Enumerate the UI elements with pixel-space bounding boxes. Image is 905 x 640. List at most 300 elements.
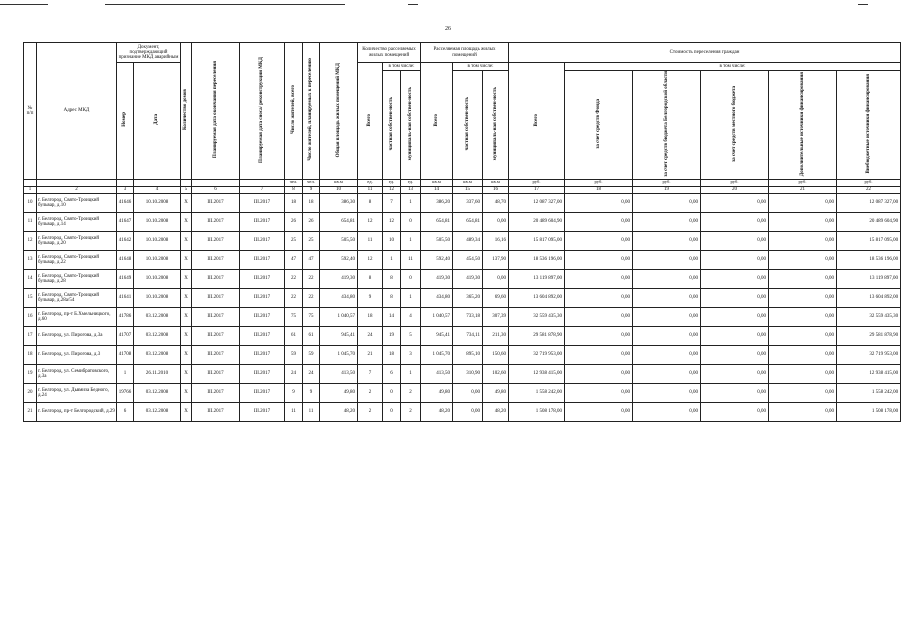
cell-local: 0,00 <box>701 383 769 402</box>
cell-date: 10.10.2008 <box>134 269 181 288</box>
header-residents-resettle: Число жителей, планируемых к переселению <box>303 43 320 180</box>
units-row-cell: руб. <box>565 179 633 186</box>
cell-area: 592,40 <box>320 250 358 269</box>
cell-x: X <box>181 250 192 269</box>
header-area-municipal: муниципаль-ная собствен-ность <box>483 71 509 180</box>
cell-addr: г. Белгород, Свято-Троицкий бульвар, д.20 <box>37 231 117 250</box>
cell-addr: г. Белгород, Свято-Троицкий бульвар, д.10 <box>37 193 117 212</box>
cell-a-mun: 137,90 <box>483 250 509 269</box>
cell-region: 0,00 <box>633 269 701 288</box>
column-numbers-row-cell: 1 <box>24 186 37 193</box>
cell-a-priv: 0,00 <box>453 402 483 421</box>
header-houses-count: Количество домов <box>181 43 192 180</box>
cell-r2: 59 <box>303 345 320 364</box>
cell-addr: г. Белгород, пр-т Белгородский, д.29 <box>37 402 117 421</box>
column-numbers-row-cell: 15 <box>453 186 483 193</box>
cell-c-total: 12 <box>358 212 383 231</box>
cell-a-mun: 307,39 <box>483 307 509 326</box>
column-numbers-row-cell: 14 <box>421 186 453 193</box>
units-row-cell <box>240 179 285 186</box>
cell-local: 0,00 <box>701 364 769 383</box>
cell-p2: III.2017 <box>240 345 285 364</box>
cell-r1: 9 <box>285 383 303 402</box>
cell-r2: 18 <box>303 193 320 212</box>
cell-date: 03.12.2008 <box>134 307 181 326</box>
cell-r1: 11 <box>285 402 303 421</box>
cell-c-mun: 11 <box>401 250 421 269</box>
cell-num: 41647 <box>117 212 134 231</box>
cell-cost-total: 20 489 604,90 <box>509 212 565 231</box>
cell-additional: 0,00 <box>769 288 837 307</box>
cell-region: 0,00 <box>633 250 701 269</box>
cell-date: 10.10.2008 <box>134 193 181 212</box>
cell-area: 49,80 <box>320 383 358 402</box>
header-no: № п/п <box>24 43 37 180</box>
cell-c-mun: 2 <box>401 402 421 421</box>
cell-additional: 0,00 <box>769 326 837 345</box>
cell-p1: III.2017 <box>192 193 240 212</box>
cell-area: 1 040,57 <box>320 307 358 326</box>
cell-extra: 12 087 327,00 <box>837 193 901 212</box>
cell-num: 41707 <box>117 326 134 345</box>
units-row-cell: чел. <box>285 179 303 186</box>
cell-x: X <box>181 402 192 421</box>
cell-extra: 1 508 178,00 <box>837 402 901 421</box>
cell-date: 03.12.2008 <box>134 402 181 421</box>
cell-c-priv: 0 <box>383 383 401 402</box>
units-row-cell <box>192 179 240 186</box>
cell-c-total: 7 <box>358 364 383 383</box>
cell-p2: III.2017 <box>240 364 285 383</box>
cell-c-total: 12 <box>358 250 383 269</box>
cell-a-total: 505,50 <box>421 231 453 250</box>
cell-a-total: 1 040,57 <box>421 307 453 326</box>
cell-cost-total: 1 508 178,00 <box>509 402 565 421</box>
cell-n: 10 <box>24 193 37 212</box>
cell-extra: 12 938 415,00 <box>837 364 901 383</box>
cell-c-mun: 5 <box>401 326 421 345</box>
cell-c-priv: 6 <box>383 364 401 383</box>
cell-additional: 0,00 <box>769 193 837 212</box>
cell-addr: г. Белгород, ул. Семибратовского, д.3а <box>37 364 117 383</box>
cell-fund: 0,00 <box>565 250 633 269</box>
cell-c-mun: 1 <box>401 364 421 383</box>
cell-n: 16 <box>24 307 37 326</box>
units-row-cell <box>24 179 37 186</box>
cell-local: 0,00 <box>701 250 769 269</box>
cell-a-mun: 0,00 <box>483 212 509 231</box>
cell-p2: III.2017 <box>240 269 285 288</box>
header-additional: Дополнительные источники финансирования <box>769 71 837 180</box>
cell-local: 0,00 <box>701 326 769 345</box>
cell-r1: 24 <box>285 364 303 383</box>
cell-a-mun: 150,60 <box>483 345 509 364</box>
cell-fund: 0,00 <box>565 212 633 231</box>
header-local: за счет средств местного бюджета <box>701 71 769 180</box>
cell-x: X <box>181 364 192 383</box>
cell-local: 0,00 <box>701 307 769 326</box>
table-row <box>24 364 901 383</box>
cell-p1: III.2017 <box>192 326 240 345</box>
cell-additional: 0,00 <box>769 231 837 250</box>
cell-addr: г. Белгород, Свято-Троицкий бульвар, д.22 <box>37 250 117 269</box>
table-row <box>24 402 901 421</box>
cell-p1: III.2017 <box>192 383 240 402</box>
cell-area: 654,81 <box>320 212 358 231</box>
cell-r1: 61 <box>285 326 303 345</box>
data-section <box>24 193 901 421</box>
cell-region: 0,00 <box>633 402 701 421</box>
cell-additional: 0,00 <box>769 402 837 421</box>
cell-x: X <box>181 307 192 326</box>
cell-r1: 47 <box>285 250 303 269</box>
cell-region: 0,00 <box>633 212 701 231</box>
column-numbers-row-cell: 10 <box>320 186 358 193</box>
header-count-total: Всего <box>358 63 383 180</box>
units-row-cell: кв.м <box>320 179 358 186</box>
cell-area: 419,30 <box>320 269 358 288</box>
column-numbers-row-cell: 9 <box>303 186 320 193</box>
column-numbers-row-cell: 17 <box>509 186 565 193</box>
cell-cost-total: 13 119 897,00 <box>509 269 565 288</box>
cell-c-priv: 14 <box>383 307 401 326</box>
cell-a-total: 49,80 <box>421 383 453 402</box>
cell-extra: 13 604 892,00 <box>837 288 901 307</box>
table-row <box>24 345 901 364</box>
header-doc-date: Дата <box>134 63 181 180</box>
cell-cost-total: 18 536 196,00 <box>509 250 565 269</box>
cell-x: X <box>181 212 192 231</box>
cell-date: 03.12.2008 <box>134 326 181 345</box>
cell-a-mun: 69,60 <box>483 288 509 307</box>
cell-local: 0,00 <box>701 231 769 250</box>
cell-a-priv: 310,90 <box>453 364 483 383</box>
cell-additional: 0,00 <box>769 269 837 288</box>
column-numbers-row-cell: 3 <box>117 186 134 193</box>
top-left-rule <box>0 4 48 5</box>
cell-r1: 22 <box>285 288 303 307</box>
header-address: Адрес МКД <box>37 43 117 180</box>
cell-x: X <box>181 383 192 402</box>
cell-extra: 15 817 095,00 <box>837 231 901 250</box>
cell-c-mun: 4 <box>401 307 421 326</box>
cell-date: 10.10.2008 <box>134 288 181 307</box>
cell-fund: 0,00 <box>565 193 633 212</box>
cell-c-priv: 18 <box>383 345 401 364</box>
cell-additional: 0,00 <box>769 345 837 364</box>
column-numbers-row-cell: 13 <box>401 186 421 193</box>
cell-area: 1 045,70 <box>320 345 358 364</box>
cell-a-priv: 454,50 <box>453 250 483 269</box>
cell-c-mun: 1 <box>401 231 421 250</box>
cell-x: X <box>181 231 192 250</box>
cell-a-mun: 48,70 <box>483 193 509 212</box>
cell-c-total: 2 <box>358 402 383 421</box>
cell-x: X <box>181 326 192 345</box>
cell-cost-total: 1 558 242,00 <box>509 383 565 402</box>
table-row <box>24 383 901 402</box>
cell-local: 0,00 <box>701 345 769 364</box>
cell-num: 19766 <box>117 383 134 402</box>
cell-a-priv: 365,20 <box>453 288 483 307</box>
cell-a-mun: 0,00 <box>483 269 509 288</box>
cell-region: 0,00 <box>633 383 701 402</box>
cell-addr: г. Белгород, Свято-Троицкий бульвар, д.28а/54 <box>37 288 117 307</box>
cell-a-total: 592,40 <box>421 250 453 269</box>
column-numbers-row-cell: 5 <box>181 186 192 193</box>
cell-extra: 32 559 435,30 <box>837 307 901 326</box>
units-row-cell: ед. <box>358 179 383 186</box>
units-row-cell: кв.м <box>483 179 509 186</box>
header-count-private: частная собствен-ность <box>383 71 401 180</box>
table-row <box>24 288 901 307</box>
cell-extra: 29 581 878,90 <box>837 326 901 345</box>
cell-area: 434,80 <box>320 288 358 307</box>
cell-x: X <box>181 345 192 364</box>
cell-p1: III.2017 <box>192 231 240 250</box>
cell-a-priv: 895,10 <box>453 345 483 364</box>
cell-p2: III.2017 <box>240 402 285 421</box>
cell-additional: 0,00 <box>769 383 837 402</box>
cell-c-total: 11 <box>358 231 383 250</box>
cell-r1: 59 <box>285 345 303 364</box>
column-numbers-row-cell: 4 <box>134 186 181 193</box>
cell-area: 48,20 <box>320 402 358 421</box>
cell-p2: III.2017 <box>240 193 285 212</box>
cell-r1: 18 <box>285 193 303 212</box>
cell-p1: III.2017 <box>192 212 240 231</box>
cell-a-total: 654,81 <box>421 212 453 231</box>
cell-a-priv: 489,34 <box>453 231 483 250</box>
cell-a-mun: 16,16 <box>483 231 509 250</box>
top-rule <box>105 4 345 5</box>
column-numbers-row-cell: 20 <box>701 186 769 193</box>
cell-a-total: 386,20 <box>421 193 453 212</box>
cell-num: 6 <box>117 402 134 421</box>
cell-addr: г. Белгород, ул. Дьвмиза Бедного, д.24 <box>37 383 117 402</box>
cell-a-priv: 337,60 <box>453 193 483 212</box>
cell-a-priv: 0,00 <box>453 383 483 402</box>
column-numbers-row-cell: 7 <box>240 186 285 193</box>
cell-r2: 26 <box>303 212 320 231</box>
cell-r2: 75 <box>303 307 320 326</box>
header-count-incl: в том числе: <box>383 63 421 71</box>
cell-num: 41648 <box>117 250 134 269</box>
header-area-incl: в том числе: <box>453 63 509 71</box>
column-numbers-row-cell: 19 <box>633 186 701 193</box>
column-numbers-row-cell: 8 <box>285 186 303 193</box>
cell-c-total: 8 <box>358 193 383 212</box>
cell-addr: г. Белгород, ул. Пирогова, д.3а <box>37 326 117 345</box>
cell-num: 41642 <box>117 231 134 250</box>
cell-a-mun: 49,80 <box>483 383 509 402</box>
cell-c-total: 18 <box>358 307 383 326</box>
cell-a-total: 413,50 <box>421 364 453 383</box>
resettlement-table <box>23 42 901 422</box>
units-row-cell: руб. <box>837 179 901 186</box>
cell-addr: г. Белгород, ул. Пирогова, д.3 <box>37 345 117 364</box>
cell-c-mun: 1 <box>401 288 421 307</box>
cell-n: 12 <box>24 231 37 250</box>
cell-cost-total: 15 817 095,00 <box>509 231 565 250</box>
cell-a-total: 945,41 <box>421 326 453 345</box>
cell-a-mun: 48,20 <box>483 402 509 421</box>
header-residents-total: Число жителей, всего <box>285 43 303 180</box>
cell-c-mun: 1 <box>401 193 421 212</box>
column-numbers-row-cell: 21 <box>769 186 837 193</box>
cell-n: 17 <box>24 326 37 345</box>
cell-area: 386,30 <box>320 193 358 212</box>
column-numbers-row-cell: 22 <box>837 186 901 193</box>
cell-c-mun: 2 <box>401 383 421 402</box>
cell-date: 10.10.2008 <box>134 250 181 269</box>
cell-x: X <box>181 193 192 212</box>
cell-extra: 18 536 196,00 <box>837 250 901 269</box>
header-extra: Внебюджетные источники финансирования <box>837 71 901 180</box>
cell-r2: 22 <box>303 288 320 307</box>
cell-r2: 9 <box>303 383 320 402</box>
cell-addr: г. Белгород, Свято-Троицкий бульвар, д.14 <box>37 212 117 231</box>
cell-fund: 0,00 <box>565 345 633 364</box>
cell-fund: 0,00 <box>565 383 633 402</box>
units-row-cell: кв.м <box>421 179 453 186</box>
cell-p2: III.2017 <box>240 383 285 402</box>
cell-cost-total: 13 604 892,00 <box>509 288 565 307</box>
units-row-cell: ед. <box>401 179 421 186</box>
cell-p1: III.2017 <box>192 402 240 421</box>
cell-r2: 25 <box>303 231 320 250</box>
units-row <box>24 179 901 186</box>
cell-r2: 11 <box>303 402 320 421</box>
cell-c-priv: 8 <box>383 288 401 307</box>
cell-local: 0,00 <box>701 193 769 212</box>
cell-region: 0,00 <box>633 326 701 345</box>
cell-a-priv: 654,81 <box>453 212 483 231</box>
column-numbers-row-cell: 16 <box>483 186 509 193</box>
cell-p1: III.2017 <box>192 288 240 307</box>
table-row <box>24 250 901 269</box>
cell-area: 505,50 <box>320 231 358 250</box>
cell-a-priv: 734,11 <box>453 326 483 345</box>
cell-n: 14 <box>24 269 37 288</box>
cell-c-total: 24 <box>358 326 383 345</box>
units-section <box>24 179 901 186</box>
units-row-cell <box>181 179 192 186</box>
header-planned-demolition: Планируемая дата сноса/ реконструкции МКД <box>240 43 285 180</box>
cell-date: 10.10.2008 <box>134 231 181 250</box>
cell-c-priv: 0 <box>383 402 401 421</box>
cell-c-total: 9 <box>358 288 383 307</box>
cell-r2: 47 <box>303 250 320 269</box>
cell-local: 0,00 <box>701 212 769 231</box>
cell-n: 15 <box>24 288 37 307</box>
cell-p2: III.2017 <box>240 288 285 307</box>
cell-x: X <box>181 269 192 288</box>
cell-local: 0,00 <box>701 269 769 288</box>
cell-a-total: 419,30 <box>421 269 453 288</box>
cell-cost-total: 12 087 327,00 <box>509 193 565 212</box>
cell-r2: 24 <box>303 364 320 383</box>
top-mid-mark <box>408 4 418 5</box>
cell-n: 20 <box>24 383 37 402</box>
cell-extra: 1 558 242,00 <box>837 383 901 402</box>
cell-local: 0,00 <box>701 288 769 307</box>
cell-cost-total: 32 719 953,00 <box>509 345 565 364</box>
cell-fund: 0,00 <box>565 364 633 383</box>
cell-additional: 0,00 <box>769 364 837 383</box>
cell-fund: 0,00 <box>565 288 633 307</box>
cell-r1: 75 <box>285 307 303 326</box>
column-numbers-row-cell: 11 <box>358 186 383 193</box>
cell-fund: 0,00 <box>565 231 633 250</box>
units-row-cell <box>37 179 117 186</box>
cell-extra: 13 119 897,00 <box>837 269 901 288</box>
column-numbers-row-cell: 6 <box>192 186 240 193</box>
units-row-cell: чел. <box>303 179 320 186</box>
cell-extra: 20 489 604,90 <box>837 212 901 231</box>
cell-n: 19 <box>24 364 37 383</box>
column-numbers-row <box>24 186 901 193</box>
cell-c-total: 2 <box>358 383 383 402</box>
cell-a-total: 434,80 <box>421 288 453 307</box>
cell-n: 13 <box>24 250 37 269</box>
cell-c-mun: 0 <box>401 269 421 288</box>
cell-num: 41649 <box>117 269 134 288</box>
column-numbers-section <box>24 186 901 193</box>
cell-num: 1 <box>117 364 134 383</box>
cell-c-priv: 12 <box>383 212 401 231</box>
header-area-group: Расселяемая площадь жилых помещений <box>421 43 509 63</box>
cell-p1: III.2017 <box>192 345 240 364</box>
units-row-cell: руб. <box>633 179 701 186</box>
cell-additional: 0,00 <box>769 307 837 326</box>
cell-area: 413,50 <box>320 364 358 383</box>
page-number: 26 <box>445 26 451 32</box>
cell-r1: 25 <box>285 231 303 250</box>
cell-c-priv: 10 <box>383 231 401 250</box>
cell-region: 0,00 <box>633 231 701 250</box>
cell-c-priv: 19 <box>383 326 401 345</box>
cell-x: X <box>181 288 192 307</box>
cell-addr: г. Белгород, Свято-Троицкий бульвар, д.28 <box>37 269 117 288</box>
cell-fund: 0,00 <box>565 269 633 288</box>
cell-n: 11 <box>24 212 37 231</box>
cell-p2: III.2017 <box>240 307 285 326</box>
units-row-cell: ед. <box>383 179 401 186</box>
table-row <box>24 231 901 250</box>
cell-n: 18 <box>24 345 37 364</box>
header-fund: за счет средств Фонда <box>565 71 633 180</box>
cell-c-priv: 1 <box>383 250 401 269</box>
column-numbers-row-cell: 18 <box>565 186 633 193</box>
cell-fund: 0,00 <box>565 402 633 421</box>
column-numbers-row-cell: 12 <box>383 186 401 193</box>
cell-region: 0,00 <box>633 193 701 212</box>
header-area-total: Всего <box>421 63 453 180</box>
header-count-municipal: муниципаль-ная собствен-ность <box>401 71 421 180</box>
cell-p1: III.2017 <box>192 307 240 326</box>
cell-region: 0,00 <box>633 288 701 307</box>
cell-cost-total: 29 581 878,90 <box>509 326 565 345</box>
cell-date: 10.10.2008 <box>134 212 181 231</box>
units-row-cell <box>117 179 134 186</box>
cell-a-mun: 211,30 <box>483 326 509 345</box>
cell-p2: III.2017 <box>240 250 285 269</box>
cell-c-total: 21 <box>358 345 383 364</box>
cell-a-priv: 419,30 <box>453 269 483 288</box>
cell-r1: 26 <box>285 212 303 231</box>
units-row-cell: руб. <box>769 179 837 186</box>
